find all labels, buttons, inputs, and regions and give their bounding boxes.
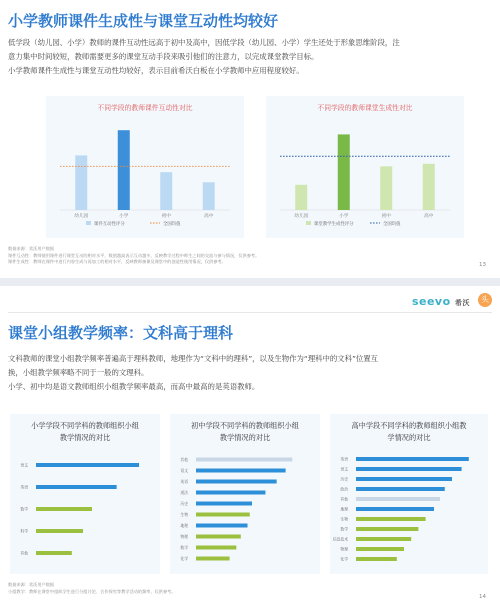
chart-panel-interactivity [46,96,244,238]
report-page-13 [0,0,500,278]
bar [196,480,277,484]
bar [356,517,426,521]
category-label: 道法 [180,489,188,495]
bar [356,497,440,501]
chart-title: 初中学段不同学科的教师组织小组教学情况的对比 [191,421,299,442]
bar [338,134,350,210]
page-title: 课堂小组教学频率：文科高于理科 [8,324,234,342]
bar [196,469,286,473]
bar [118,130,130,210]
bar [36,551,72,555]
brand-cn: 希沃 [455,299,470,307]
category-label: 其他 [180,456,188,462]
bar [356,457,469,461]
brand-logo [412,295,470,308]
legend-label: 课件互动性评分 [94,222,125,227]
bar [423,164,435,210]
bar [295,185,307,210]
page-title: 小学教师课件生成性与课堂互动性均较好 [8,12,279,30]
category-label: 历史 [180,500,188,506]
bar [380,166,392,210]
bar [196,546,236,550]
intro-paragraph [8,352,494,394]
bar [75,155,87,210]
category-label: 数学 [340,526,348,532]
legend-swatch [306,221,311,225]
horizontal-bar-chart [170,414,320,574]
bar [356,547,404,551]
bar [196,524,248,528]
category-label: 政治 [340,486,348,492]
chart-panel-senior [330,414,488,574]
x-tick-label: 幼儿园 [294,214,309,219]
bar [356,477,452,481]
bar [356,557,397,561]
chart-title: 小学学段不同学科的教师组织小组教学情况的对比 [31,421,139,442]
bar [196,458,292,462]
bar [160,172,172,210]
category-label: 地理 [180,522,188,528]
category-label: 地理 [340,506,348,512]
report-page-14 [0,286,500,616]
x-tick-label: 高中 [424,214,434,219]
legend-swatch [86,221,91,225]
chart-title: 高中学段不同学科的教师组织小组教学情况的对比 [351,421,467,442]
intro-paragraph [8,36,494,78]
category-label: 语文 [20,462,28,468]
legend-label: 全国均值 [383,222,401,227]
brand-text: seevo [411,295,451,308]
bar [356,487,445,491]
category-label: 历史 [340,476,348,482]
bar [36,529,83,533]
avatar-icon: 头 [478,293,492,307]
x-tick-label: 小学 [119,214,129,219]
para-line: 小学、初中均是语文教师组织小组教学频率最高，而高中最高的是英语教师。 [8,382,260,391]
category-label: 其他 [340,496,348,502]
category-label: 语文 [340,466,348,472]
legend-label: 课堂教学生成性评分 [314,222,354,227]
bar [356,527,418,531]
chart-panel-junior [170,414,320,574]
para-line: 小学教师课件生成性与课堂互动性均较好，表示目前希沃白板在小学教师中应用程度较好。 [8,66,304,75]
bar [356,507,434,511]
footnote-line: 数据来源：希沃用户数据 [8,246,55,251]
category-label: 数学 [20,506,28,512]
category-label: 英语 [340,456,348,462]
chart-title: 不同学段的教师课堂生成性对比 [317,104,413,112]
footnote-line: 小组教学：教师在课堂中组织学生进行分组讨论、合作探究等教学活动的频率，仅供参考。 [8,588,176,594]
para-line: 意力集中时间较短，教师需要更多的课堂互动手段来吸引他们的注意力，以完成课堂教学目标。 [8,52,319,61]
para-line: 低学段（幼儿园、小学）教师的课件互动性远高于初中及高中，因低学段（幼儿园、小学）学生还处于形象思维阶段，注 [8,38,400,47]
category-label: 化学 [340,556,348,562]
bar [356,467,462,471]
footnote-line: 课件互动性：教师使用课件进行课堂互动的相对水平，数值越高表示互动越多，反映教学过程中师生之间的交流与参与情况，仅供参考。 [8,252,260,258]
category-label: 化学 [180,555,188,561]
category-label: 英语 [20,484,28,490]
horizontal-bar-chart [10,414,160,574]
horizontal-bar-chart [330,414,488,574]
category-label: 语文 [180,467,188,473]
category-label: 物理 [180,533,188,539]
category-label: 科学 [20,528,28,534]
bar [36,507,92,511]
footnote-line: 课件生成性：教师在课件中进行内容生成与再加工的相对水平，反映教师备课及课堂中的创造性使用情况，仅供参考。 [8,259,226,264]
bar [196,491,265,495]
bar [196,513,250,517]
divider [8,312,492,313]
category-label: 其他 [20,550,28,556]
bar [196,557,230,561]
x-tick-label: 小学 [339,214,349,219]
bar [36,485,117,489]
bar [196,502,252,506]
footnote-line: 数据来源：希沃用户数据 [8,582,55,587]
bar [196,535,241,539]
footnote [8,582,478,595]
legend-label: 全国均值 [163,222,181,227]
x-tick-label: 初中 [381,214,391,219]
category-label: 英语 [180,478,188,484]
para-line: 换，小组教学频率略不同于一般的文理科。 [8,368,149,377]
footnote [8,246,478,266]
bar [36,463,139,467]
bar [356,537,411,541]
vertical-bar-chart [46,96,244,238]
category-label: 数学 [180,544,188,550]
page-divider [0,278,500,286]
para-line: 文科教师的课堂小组教学频率普遍高于理科教师，地理作为“文科中的理科”，以及生物作为“理科中的文科”位置互 [8,354,379,363]
x-tick-label: 高中 [204,214,214,219]
category-label: 物理 [340,546,348,552]
category-label: 生物 [340,516,348,522]
chart-panel-generativity [266,96,464,238]
chart-panel-primary [10,414,160,574]
vertical-bar-chart [266,96,464,238]
page-number: 13 [479,262,486,268]
x-tick-label: 初中 [161,214,171,219]
chart-title: 不同学段的教师课件互动性对比 [97,104,193,112]
category-label: 信息技术 [332,536,348,542]
x-tick-label: 幼儿园 [74,214,89,219]
category-label: 生物 [180,511,188,517]
page-number: 14 [479,594,486,600]
bar [203,182,215,210]
